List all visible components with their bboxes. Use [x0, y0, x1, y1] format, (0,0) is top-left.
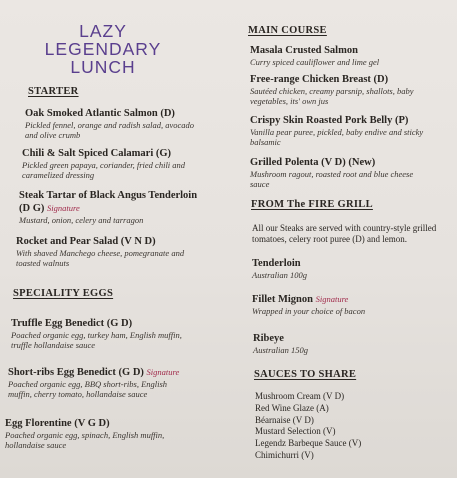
- item-name: Oak Smoked Atlantic Salmon (D): [25, 108, 175, 119]
- item-desc: toasted walnuts: [16, 258, 70, 268]
- menu-item: [252, 293, 365, 316]
- menu-item: [250, 157, 413, 189]
- item-desc: Poached organic egg, spinach, English muffin,: [5, 430, 165, 440]
- item-name: Crispy Skin Roasted Pork Belly (P): [250, 115, 409, 126]
- item-name: [19, 202, 197, 215]
- item-name-text: Fillet Mignon: [252, 294, 313, 305]
- list-item: Mustard Selection (V): [255, 426, 336, 437]
- intro-line: tomatoes, celery root puree (D) and lemon.: [252, 234, 407, 244]
- item-name: Masala Crusted Salmon: [250, 45, 358, 56]
- item-desc: Wrapped in your choice of bacon: [252, 306, 366, 316]
- signature-badge: Signature: [315, 294, 349, 304]
- item-name: Free-range Chicken Breast (D): [250, 74, 389, 85]
- item-name: Steak Tartar of Black Angus Tenderloin: [19, 190, 198, 201]
- main-course-heading: MAIN COURSE: [248, 25, 327, 36]
- item-desc: Mushroom ragout, roasted root and blue cheese: [250, 169, 414, 179]
- logo-line: LAZY: [79, 21, 127, 41]
- item-name-text: Short-ribs Egg Benedict (G D): [8, 367, 144, 378]
- menu-item: [8, 366, 179, 399]
- list-item: Red Wine Glaze (A): [255, 402, 329, 413]
- item-desc: Poached organic egg, turkey ham, English muffin,: [11, 330, 182, 340]
- signature-badge: Signature: [47, 203, 80, 213]
- item-desc: With shaved Manchego cheese, pomegranate and: [16, 248, 185, 258]
- speciality-eggs-heading: SPECIALITY EGGS: [13, 288, 114, 299]
- menu-item: [25, 108, 194, 140]
- item-desc: Australian 150g: [253, 345, 309, 355]
- fire-grill-heading: FROM The FIRE GRILL: [251, 199, 373, 210]
- item-desc: sauce: [250, 179, 270, 189]
- logo-line: LUNCH: [70, 57, 136, 77]
- item-desc: balsamic: [250, 137, 281, 147]
- list-item: Chimichurri (V): [255, 449, 314, 460]
- item-name: Chili & Salt Spiced Calamari (G): [22, 148, 172, 159]
- item-desc: hollandaise sauce: [5, 440, 67, 450]
- menu-item: [252, 258, 307, 280]
- list-item: Mushroom Cream (V D): [255, 391, 345, 401]
- logo: [28, 22, 178, 76]
- item-desc: Pickled fennel, orange and radish salad, avocado: [25, 120, 195, 130]
- item-name-suffix: (D G): [19, 203, 45, 214]
- intro-line: All our Steaks are served with country-style grilled: [252, 223, 437, 233]
- menu-item: [250, 115, 423, 147]
- fire-grill-intro: [252, 223, 436, 245]
- item-desc: Mustard, onion, celery and tarragon: [19, 215, 144, 225]
- item-name: Ribeye: [253, 333, 284, 344]
- item-desc: Pickled green papaya, coriander, fried chili and: [22, 160, 186, 170]
- list-item: Legendz Barbeque Sauce (V): [255, 438, 362, 449]
- item-name: [8, 366, 179, 379]
- menu-item: [5, 418, 164, 450]
- sauce-list: [255, 391, 361, 462]
- item-name: Grilled Polenta (V D) (New): [250, 157, 376, 168]
- menu-item: [11, 318, 182, 350]
- signature-badge: Signature: [146, 367, 180, 377]
- item-desc: muffin, cherry tomato, hollandaise sauce: [8, 389, 148, 399]
- item-desc: vegetables, its' own jus: [250, 96, 329, 106]
- item-desc: truffle hollandaise sauce: [11, 340, 96, 350]
- list-item: Béarnaise (V D): [255, 414, 314, 425]
- item-desc: Curry spiced cauliflower and lime gel: [250, 57, 380, 67]
- item-desc: and olive crumb: [25, 130, 81, 140]
- item-name: Tenderloin: [252, 258, 301, 269]
- item-desc: Australian 100g: [252, 270, 308, 280]
- menu-item: [250, 45, 379, 67]
- logo-line: LEGENDARY: [44, 39, 162, 59]
- item-desc: caramelized dressing: [22, 170, 95, 180]
- menu-item: [253, 333, 308, 355]
- sauces-heading: SAUCES TO SHARE: [254, 369, 357, 380]
- item-desc: Vanilla pear puree, pickled, baby endive and sticky: [250, 127, 424, 137]
- item-name: [252, 293, 365, 306]
- menu-item: [19, 190, 197, 225]
- menu-item: [16, 236, 184, 268]
- item-desc: Poached organic egg, BBQ short-ribs, English: [8, 379, 168, 389]
- starter-heading: STARTER: [28, 86, 79, 97]
- menu-item: [250, 74, 414, 106]
- menu-item: [22, 148, 185, 180]
- item-name: Rocket and Pear Salad (V N D): [16, 236, 156, 247]
- item-desc: Sautéed chicken, creamy parsnip, shallots, baby: [250, 86, 414, 96]
- item-name: Egg Florentine (V G D): [5, 418, 110, 429]
- item-name: Truffle Egg Benedict (G D): [11, 318, 133, 329]
